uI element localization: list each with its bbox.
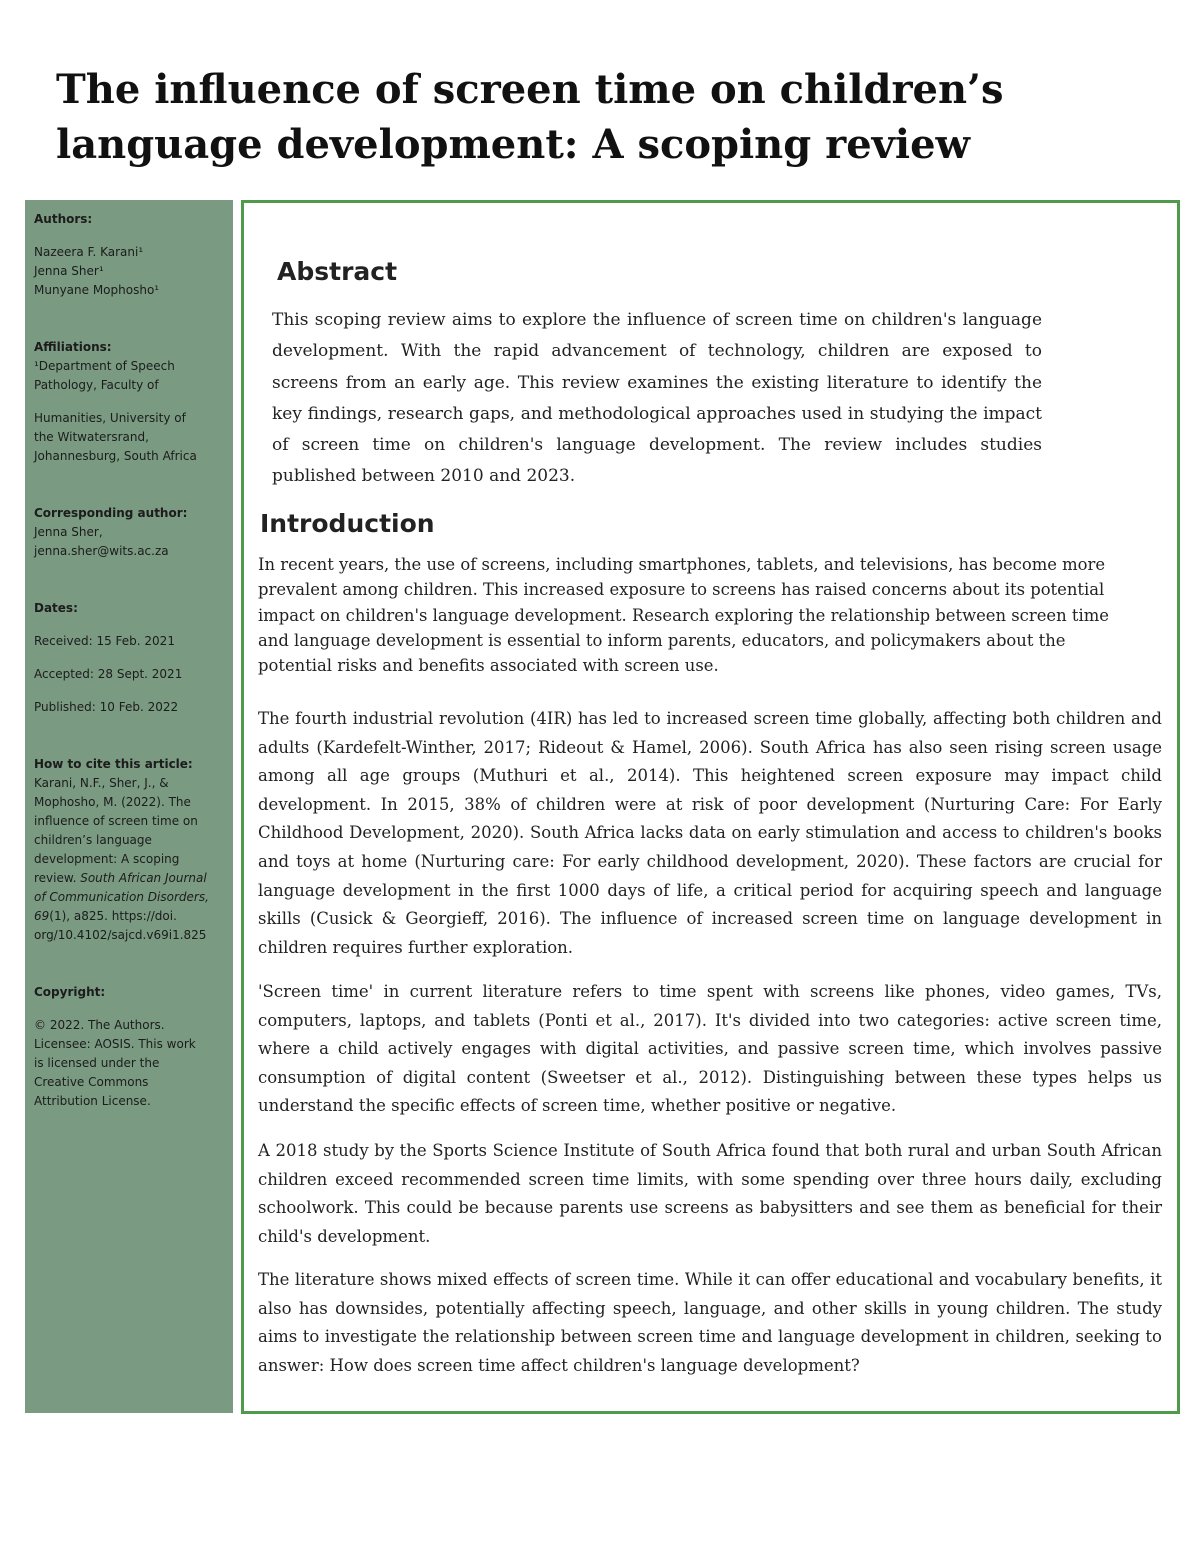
affiliation-line: Pathology, Faculty of bbox=[34, 378, 159, 392]
citation-volume: 69 bbox=[34, 909, 50, 923]
affiliations-heading: Affiliations: bbox=[34, 340, 112, 354]
affiliation-line: Johannesburg, South Africa bbox=[34, 449, 197, 463]
affiliation-line: Humanities, University of bbox=[34, 411, 186, 425]
introduction-paragraph: In recent years, the use of screens, including smartphones, tablets, and televisions, has become more prevalent among children. This increased exposure to screens has raised concerns about its potential impact on children's language development. Research exploring the relationship between screen time and language development is essential to inform parents, educators, and policymakers about the potential risks and benefits associated with screen use. bbox=[258, 555, 1109, 676]
citation-line bbox=[34, 907, 225, 926]
author-name: Munyane Mophosho¹ bbox=[34, 283, 160, 297]
article-info-sidebar bbox=[25, 200, 233, 1413]
copyright-heading: Copyright: bbox=[34, 985, 106, 999]
cite-heading: How to cite this article: bbox=[34, 757, 193, 771]
copyright-line: © 2022. The Authors. bbox=[34, 1018, 165, 1032]
introduction-paragraph: A 2018 study by the Sports Science Institute of South Africa found that both rural and urban South African children exceed recommended screen time limits, with some spending over three hours daily, excluding schoolwork. This could be because parents use screens as babysitters and see them as beneficial for their child's development. bbox=[258, 1141, 1162, 1246]
introduction-paragraph: The literature shows mixed effects of screen time. While it can offer educational and vocabulary benefits, it also has downsides, potentially affecting speech, language, and other skills in young children. The study aims to investigate the relationship between screen time and language development in children, seeking to answer: How does screen time affect children's language development? bbox=[258, 1270, 1162, 1375]
introduction-paragraph: The fourth industrial revolution (4IR) has led to increased screen time globally, affecting both children and adults (Kardefelt-Winther, 2017; Rideout & Hamel, 2006). South Africa has also seen rising screen usage among all age groups (Muthuri et al., 2014). This heightened screen exposure may impact child development. In 2015, 38% of children were at risk of poor development (Nurturing Care: For Early Childhood Development, 2020). South Africa lacks data on early stimulation and access to children's books and toys at home (Nurturing care: For early childhood development, 2020). These factors are crucial for language development in the first 1000 days of life, a critical period for acquiring speech and language skills (Cusick & Georgieff, 2016). The influence of increased screen time on language development in children requires further exploration. bbox=[258, 709, 1162, 957]
citation-line: influence of screen time on bbox=[34, 814, 198, 828]
abstract-text: This scoping review aims to explore the influence of screen time on children's language development. With the rapid advancement of technology, children are exposed to screens from an early age. This review examines the existing literature to identify the key findings, research gaps, and methodological approaches used in studying the impact of screen time on children's language development. The review includes studies published between 2010 and 2023. bbox=[272, 310, 1042, 487]
introduction-heading: Introduction bbox=[260, 509, 435, 538]
dates-heading: Dates: bbox=[34, 601, 78, 615]
accepted-date: Accepted: 28 Sept. 2021 bbox=[34, 667, 183, 681]
published-date: Published: 10 Feb. 2022 bbox=[34, 700, 179, 714]
corresponding-author-email[interactable]: jenna.sher@wits.ac.za bbox=[34, 544, 169, 558]
corresponding-author-heading: Corresponding author: bbox=[34, 506, 188, 520]
citation-line: development: A scoping bbox=[34, 852, 180, 866]
authors-heading: Authors: bbox=[34, 212, 93, 226]
citation-line: Mophosho, M. (2022). The bbox=[34, 795, 191, 809]
introduction-paragraph: 'Screen time' in current literature refers to time spent with screens like phones, video games, TVs, computers, laptops, and tablets (Ponti et al., 2017). It's divided into two categories: active screen time, where a child actively engages with digital activities, and passive screen time, which involves passive consumption of digital content (Sweetser et al., 2012). Distinguishing between these types helps us understand the specific effects of screen time, whether positive or negative. bbox=[258, 982, 1162, 1116]
copyright-line: Licensee: AOSIS. This work bbox=[34, 1037, 196, 1051]
citation-line: children’s language bbox=[34, 833, 152, 847]
citation-issue: (1), a825. https://doi. bbox=[49, 909, 177, 923]
corresponding-author-name: Jenna Sher, bbox=[34, 525, 103, 539]
citation-line bbox=[34, 869, 225, 888]
citation-line: Karani, N.F., Sher, J., & bbox=[34, 776, 169, 790]
author-name: Nazeera F. Karani¹ bbox=[34, 245, 144, 259]
citation-doi[interactable]: org/10.4102/sajcd.v69i1.825 bbox=[34, 928, 207, 942]
affiliation-line: the Witwatersrand, bbox=[34, 430, 149, 444]
abstract-heading: Abstract bbox=[277, 257, 398, 286]
affiliation-line: ¹Department of Speech bbox=[34, 359, 175, 373]
received-date: Received: 15 Feb. 2021 bbox=[34, 634, 175, 648]
article-title: The influence of screen time on children’s language development: A scoping review bbox=[56, 66, 1004, 168]
article-body bbox=[241, 200, 1180, 1414]
citation-journal: of Communication Disorders, bbox=[34, 890, 209, 904]
copyright-line: Attribution License. bbox=[34, 1094, 151, 1108]
citation-review: review. bbox=[34, 871, 81, 885]
citation-journal: South African Journal bbox=[80, 871, 207, 885]
author-name: Jenna Sher¹ bbox=[34, 264, 104, 278]
copyright-line: Creative Commons bbox=[34, 1075, 149, 1089]
copyright-line: is licensed under the bbox=[34, 1056, 160, 1070]
